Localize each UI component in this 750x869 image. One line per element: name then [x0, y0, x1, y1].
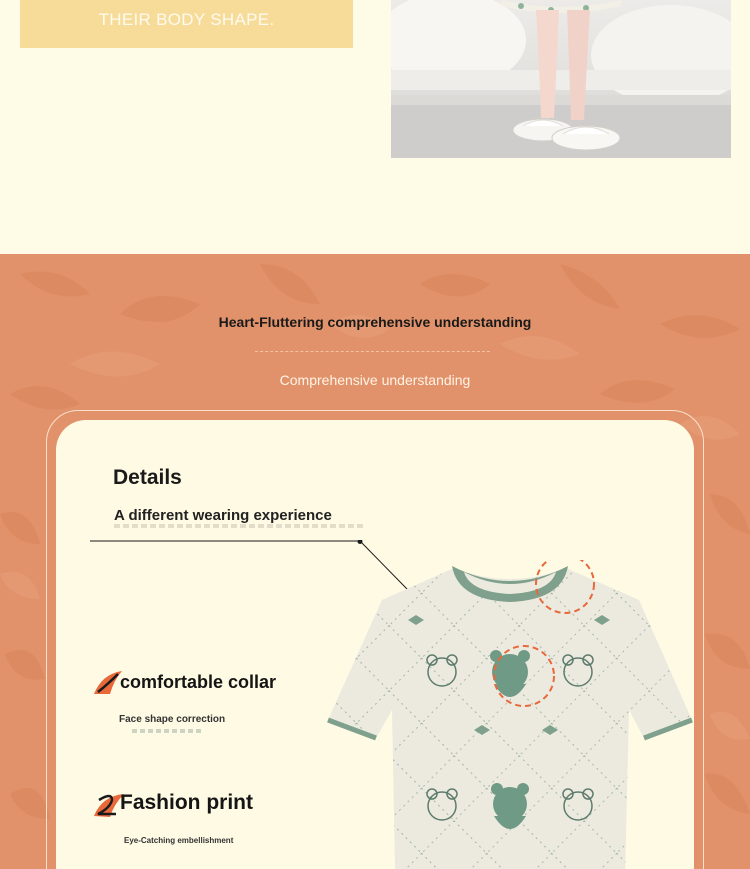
feature-title: comfortable collar — [120, 672, 277, 692]
subtitle-reflection — [114, 524, 364, 528]
desc-reflection — [132, 729, 202, 733]
feature-desc: Eye-Catching embellishment — [124, 836, 234, 845]
details-title: Details — [113, 466, 182, 489]
top-section — [0, 0, 750, 254]
promo-banner — [20, 0, 353, 48]
section-headline: Heart-Fluttering comprehensive understanding — [218, 314, 532, 330]
details-card — [56, 420, 694, 869]
section-subline: Comprehensive understanding — [279, 372, 471, 388]
feature-desc: Face shape correction — [119, 714, 226, 725]
dashed-divider — [255, 351, 490, 352]
details-subtitle: A different wearing experience — [114, 507, 332, 524]
model-legs-image — [391, 0, 731, 158]
details-section — [0, 254, 750, 869]
feature-title: Fashion print — [120, 791, 253, 814]
tshirt-illustration — [324, 560, 694, 869]
model-photo — [391, 0, 731, 158]
banner-text: THEIR BODY SHAPE. — [98, 10, 275, 29]
